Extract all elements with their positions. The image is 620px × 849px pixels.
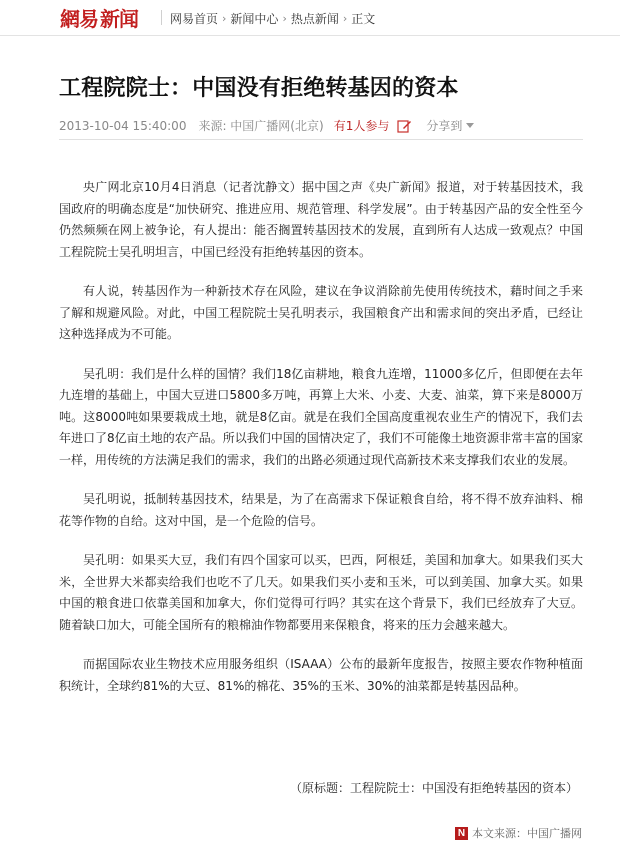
comment-edit-icon[interactable] — [397, 119, 412, 133]
breadcrumb-news-center-link[interactable]: 新闻中心 — [230, 12, 279, 26]
top-navigation-bar — [0, 0, 620, 36]
original-title-note: （原标题：工程院院士：中国没有拒绝转基因的资本） — [289, 781, 578, 795]
breadcrumb — [170, 10, 375, 27]
breadcrumb-home-link[interactable]: 网易首页 — [170, 12, 219, 26]
breadcrumb-separator: › — [282, 12, 287, 25]
participants-link[interactable]: 有1人参与 — [333, 119, 390, 133]
publish-date: 2013-10-04 15:40:00 — [59, 118, 187, 133]
article-meta — [59, 117, 474, 134]
share-button[interactable] — [426, 117, 474, 134]
chevron-down-icon — [466, 123, 474, 128]
logo-brand-text: 網易 — [60, 6, 98, 31]
article-body — [59, 177, 583, 715]
logo-section-text: 新闻 — [100, 6, 138, 31]
breadcrumb-current: 正文 — [351, 12, 376, 26]
article-source: 来源: 中国广播网(北京) — [198, 119, 324, 133]
breadcrumb-hot-news-link[interactable]: 热点新闻 — [290, 12, 339, 26]
article-title: 工程院院士：中国没有拒绝转基因的资本 — [59, 76, 459, 101]
article-paragraph: 吴孔明说，抵制转基因技术，结果是，为了在高需求下保证粮食自给，将不得不放弃油料、棉花等作物的自给。这对中国，是一个危险的信号。 — [59, 492, 583, 528]
share-label: 分享到 — [426, 119, 463, 133]
article-paragraph: 有人说，转基因作为一种新技术存在风险，建议在争议消除前先使用传统技术，藉时间之手来了解和规避风险。对此，中国工程院院士吴孔明表示，我国粮食产出和需求间的突出矛盾，已经让这种选择成为不可能。 — [59, 284, 583, 341]
netease-news-logo[interactable] — [60, 3, 138, 31]
article-source-footer — [455, 825, 582, 841]
breadcrumb-separator: › — [342, 12, 348, 25]
title-divider — [59, 139, 583, 140]
breadcrumb-separator: › — [222, 12, 227, 25]
article-paragraph: 央广网北京10月4日消息（记者沈静文）据中国之声《央广新闻》报道，对于转基因技术，我国政府的明确态度是“加快研究、推进应用、规范管理、科学发展”。由于转基因产品的安全性至今仍然频频在网上被争论，有人提出：能否搁置转基因技术的发展，直到所有人达成一致观点？中国工程院院士吴孔明坦言，中国已经没有拒绝转基因的资本。 — [59, 180, 583, 259]
netease-n-icon: N — [455, 827, 468, 840]
footer-source-text: 本文来源：中国广播网 — [472, 827, 582, 840]
logo-divider — [161, 10, 162, 25]
article-paragraph: 吴孔明：我们是什么样的国情？我们18亿亩耕地，粮食九连增，11000多亿斤，但即便在去年九连增的基础上，中国大豆进口5800多万吨，再算上大米、小麦、大麦、油菜，算下来是8000万吨。这8000吨如果要栽成土地，就是8亿亩。就是在我们全国高度重视农业生产的情况下，我们去年进口了8亿亩土地的农产品。所以我们中国的国情决定了，我们不可能像土地资源非常丰富的国家一样，用传统的方法满足我们的需求，我们的出路必须通过现代高新技术来支撑我们农业的发展。 — [59, 366, 583, 467]
article-paragraph: 而据国际农业生物技术应用服务组织（ISAAA）公布的最新年度报告，按照主要农作物种植面积统计，全球约81%的大豆、81%的棉花、35%的玉米、30%的油菜都是转基因品种。 — [59, 657, 583, 693]
article-paragraph: 吴孔明：如果买大豆，我们有四个国家可以买，巴西，阿根廷，美国和加拿大。如果我们买大米，全世界大米都卖给我们也吃不了几天。如果我们买小麦和玉米，可以到美国、加拿大买。如果中国的粮食进口依靠美国和加拿大，你们觉得可行吗？其实在这个背景下，我们已经放弃了大豆。随着缺口加大，可能全国所有的粮棉油作物都要用来保粮食，将来的压力会越来越大。 — [59, 553, 583, 632]
